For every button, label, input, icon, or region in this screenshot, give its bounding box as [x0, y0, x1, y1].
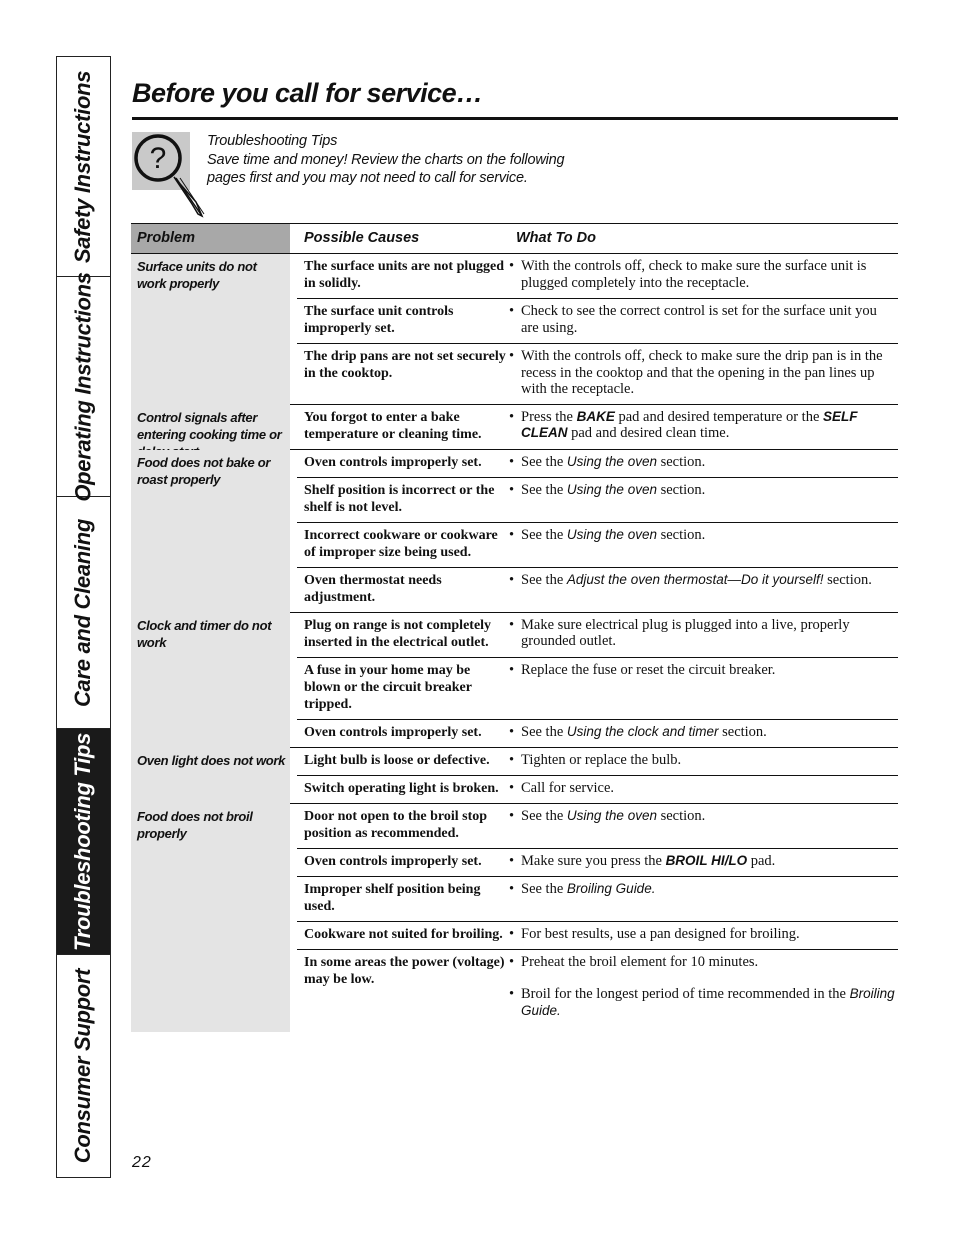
- problem-text: Food does not broil properly: [137, 808, 253, 841]
- tab-consumer-support[interactable]: Consumer Support: [70, 968, 96, 1164]
- tips-text: [207, 132, 627, 188]
- table-row: [297, 776, 898, 803]
- table-row: [297, 450, 898, 478]
- problem-cell: [131, 748, 290, 804]
- todo-bullet: [509, 853, 898, 870]
- control-pad-name: BAKE: [576, 408, 615, 424]
- todo-text: Make sure you press the: [521, 852, 666, 869]
- problem-group: [131, 613, 898, 748]
- todo-text: section.: [656, 526, 706, 543]
- tab-safety-instructions[interactable]: Safety Instructions: [57, 57, 110, 277]
- control-pad-name: BROIL HI/LO: [665, 852, 748, 868]
- todo-text: Call for service.: [521, 779, 615, 796]
- control-pad-name: SELF CLEAN: [521, 408, 858, 440]
- problem-cell: [131, 450, 290, 613]
- problem-cell: [131, 804, 290, 1033]
- cause-cell: Incorrect cookware or cookware of improper size being used.: [304, 527, 498, 560]
- section-reference: Broiling Guide.: [521, 986, 895, 1018]
- cause-cell: Oven controls improperly set.: [304, 724, 482, 740]
- section-reference: Using the oven: [566, 526, 657, 542]
- cause-cell: Light bulb is loose or defective.: [304, 752, 490, 768]
- side-tabs: [56, 56, 111, 1178]
- what-to-do-cell: [509, 613, 898, 657]
- todo-bullet: [509, 454, 898, 471]
- todo-bullet: [509, 926, 898, 943]
- todo-text: Press the: [521, 408, 577, 425]
- what-to-do-cell: [509, 748, 898, 775]
- todo-text: For best results, use a pan designed for broiling.: [521, 925, 800, 942]
- cause-cell: Cookware not suited for broiling.: [304, 926, 503, 942]
- todo-bullet: [509, 617, 898, 650]
- table-row: [297, 299, 898, 344]
- todo-text: section.: [656, 807, 706, 824]
- todo-text: Tighten or replace the bulb.: [521, 751, 682, 768]
- todo-text: pad.: [747, 852, 776, 869]
- title-rule: [132, 117, 898, 120]
- table-row: [297, 720, 898, 747]
- table-row: [297, 922, 898, 950]
- what-to-do-cell: [509, 877, 898, 921]
- what-to-do-cell: [509, 776, 898, 803]
- svg-text:?: ?: [149, 142, 167, 175]
- what-to-do-cell: [509, 344, 898, 404]
- todo-text: Check to see the correct control is set for the surface unit you are using.: [521, 303, 877, 336]
- problem-text: Clock and timer do not work: [137, 617, 272, 650]
- todo-text: section.: [656, 453, 706, 470]
- tab-operating-instructions[interactable]: Operating Instructions: [57, 277, 110, 497]
- todo-text: See the: [521, 880, 567, 897]
- todo-text: See the: [521, 807, 567, 824]
- table-row: [297, 405, 898, 449]
- cause-cell: Shelf position is incorrect or the shelf is not level.: [304, 482, 495, 515]
- table-row: [297, 568, 898, 612]
- section-reference: Broiling Guide.: [566, 880, 656, 896]
- table-row: [297, 613, 898, 658]
- todo-text: Preheat the broil element for 10 minutes.: [521, 953, 759, 970]
- troubleshooting-table: [131, 223, 898, 1031]
- section-reference: Using the oven: [566, 481, 657, 497]
- header-what-to-do: What To Do: [516, 230, 596, 246]
- todo-bullet: [509, 752, 898, 769]
- problem-text: Oven light does not work: [137, 752, 286, 768]
- cause-cell: The surface unit controls improperly set.: [304, 304, 454, 336]
- todo-text: section.: [823, 571, 872, 588]
- problem-text: Surface units do not work properly: [137, 259, 257, 291]
- tips-line-2: pages first and you may not need to call for service.: [207, 170, 528, 186]
- table-row: [297, 877, 898, 922]
- table-row: [297, 523, 898, 568]
- todo-text: Broil for the longest period of time recommended in the: [521, 986, 850, 1002]
- todo-text: section.: [656, 481, 706, 498]
- what-to-do-cell: [509, 523, 898, 567]
- todo-bullet: [509, 572, 898, 589]
- section-reference: Using the oven: [566, 453, 657, 469]
- todo-text: Make sure electrical plug is plugged into a live, properly grounded outlet.: [521, 616, 850, 649]
- todo-text: pad and desired clean time.: [567, 425, 730, 441]
- todo-bullet: [509, 482, 898, 499]
- problem-cell: [131, 405, 290, 450]
- table-row: [297, 344, 898, 404]
- what-to-do-cell: [509, 568, 898, 612]
- problem-group: [131, 804, 898, 1032]
- table-row: [297, 478, 898, 523]
- page-title: Before you call for service…: [132, 78, 483, 108]
- table-header: [131, 223, 898, 254]
- header-possible-causes: Possible Causes: [304, 230, 420, 246]
- header-problem: Problem: [137, 230, 196, 246]
- what-to-do-cell: [509, 849, 898, 876]
- todo-bullet: [509, 662, 898, 679]
- what-to-do-cell: [509, 658, 898, 719]
- cause-cell: Oven thermostat needs adjustment.: [304, 572, 442, 605]
- cause-cell: Switch operating light is broken.: [304, 780, 499, 796]
- todo-text: With the controls off, check to make sure the drip pan is in the recess in the cooktop and that the opening in the pan lines up with the receptacle.: [521, 348, 883, 397]
- cause-cell: The surface units are not plugged in solidly.: [304, 259, 505, 291]
- cause-cell: In some areas the power (voltage) may be low.: [304, 954, 505, 987]
- problem-text: Control signals after entering cooking time or: [137, 409, 282, 442]
- todo-bullet: [509, 881, 898, 898]
- what-to-do-cell: [509, 804, 898, 848]
- table-row: [297, 849, 898, 877]
- problem-cell: [131, 254, 290, 405]
- todo-bullet: [509, 808, 898, 825]
- todo-text: See the: [521, 526, 567, 543]
- table-row: [297, 748, 898, 776]
- section-reference: Using the oven: [566, 807, 657, 823]
- todo-bullet: [509, 409, 898, 442]
- todo-bullet: [509, 954, 898, 971]
- cause-cell: Oven controls improperly set.: [304, 853, 482, 869]
- cause-cell: Improper shelf position being used.: [304, 881, 481, 914]
- what-to-do-cell: [509, 299, 898, 343]
- todo-text: See the: [521, 481, 567, 498]
- problem-group: [131, 254, 898, 405]
- todo-bullet: [509, 724, 898, 741]
- what-to-do-cell: [509, 254, 898, 298]
- section-reference: Adjust the oven thermostat—Do it yourself!: [566, 571, 824, 587]
- todo-text: section.: [718, 723, 767, 740]
- cause-cell: Oven controls improperly set.: [304, 454, 482, 470]
- question-magnifier-icon: [132, 132, 190, 190]
- table-row: [297, 658, 898, 720]
- table-row: [297, 804, 898, 849]
- cause-cell: You forgot to enter a bake temperature or cleaning time.: [304, 409, 482, 442]
- todo-bullet: [509, 303, 898, 336]
- what-to-do-cell: [509, 450, 898, 477]
- problem-group: [131, 748, 898, 804]
- todo-text: See the: [521, 453, 567, 470]
- problem-text: Food does not bake or roast properly: [137, 454, 271, 487]
- tab-care-and-cleaning[interactable]: Care and Cleaning: [57, 497, 110, 729]
- todo-text: Replace the fuse or reset the circuit breaker.: [521, 661, 776, 678]
- what-to-do-cell: [509, 405, 898, 449]
- problem-cell: [131, 613, 290, 748]
- table-row: [297, 254, 898, 299]
- todo-text: pad and desired temperature or the: [614, 408, 824, 425]
- todo-text: With the controls off, check to make sure the surface unit is plugged completely into the receptacle.: [521, 258, 867, 291]
- cause-cell: Door not open to the broil stop position as recommended.: [304, 808, 488, 841]
- todo-bullet: [509, 986, 898, 1019]
- problem-group: [131, 405, 898, 450]
- page-number: 22: [132, 1154, 152, 1171]
- what-to-do-cell: [509, 950, 898, 1026]
- todo-bullet: [509, 258, 898, 291]
- table-body: [131, 254, 898, 1031]
- section-reference: Using the clock and timer: [566, 723, 719, 739]
- todo-text: See the: [521, 571, 567, 588]
- todo-bullet: [509, 348, 898, 398]
- what-to-do-cell: [509, 720, 898, 747]
- todo-bullet: [509, 780, 898, 797]
- table-row: [297, 950, 898, 1026]
- tips-line-1: Save time and money! Review the charts on the following: [207, 151, 565, 168]
- cause-cell: A fuse in your home may be blown or the circuit breaker tripped.: [304, 662, 472, 712]
- what-to-do-cell: [509, 478, 898, 522]
- what-to-do-cell: [509, 922, 898, 949]
- cause-cell: The drip pans are not set securely in the cooktop.: [304, 349, 506, 381]
- todo-bullet: [509, 527, 898, 544]
- tab-troubleshooting-tips[interactable]: Troubleshooting Tips: [57, 729, 110, 955]
- todo-text: See the: [521, 723, 567, 740]
- problem-group: [131, 450, 898, 613]
- cause-cell: Plug on range is not completely inserted in the electrical outlet.: [304, 617, 492, 650]
- tips-heading: Troubleshooting Tips: [207, 133, 338, 149]
